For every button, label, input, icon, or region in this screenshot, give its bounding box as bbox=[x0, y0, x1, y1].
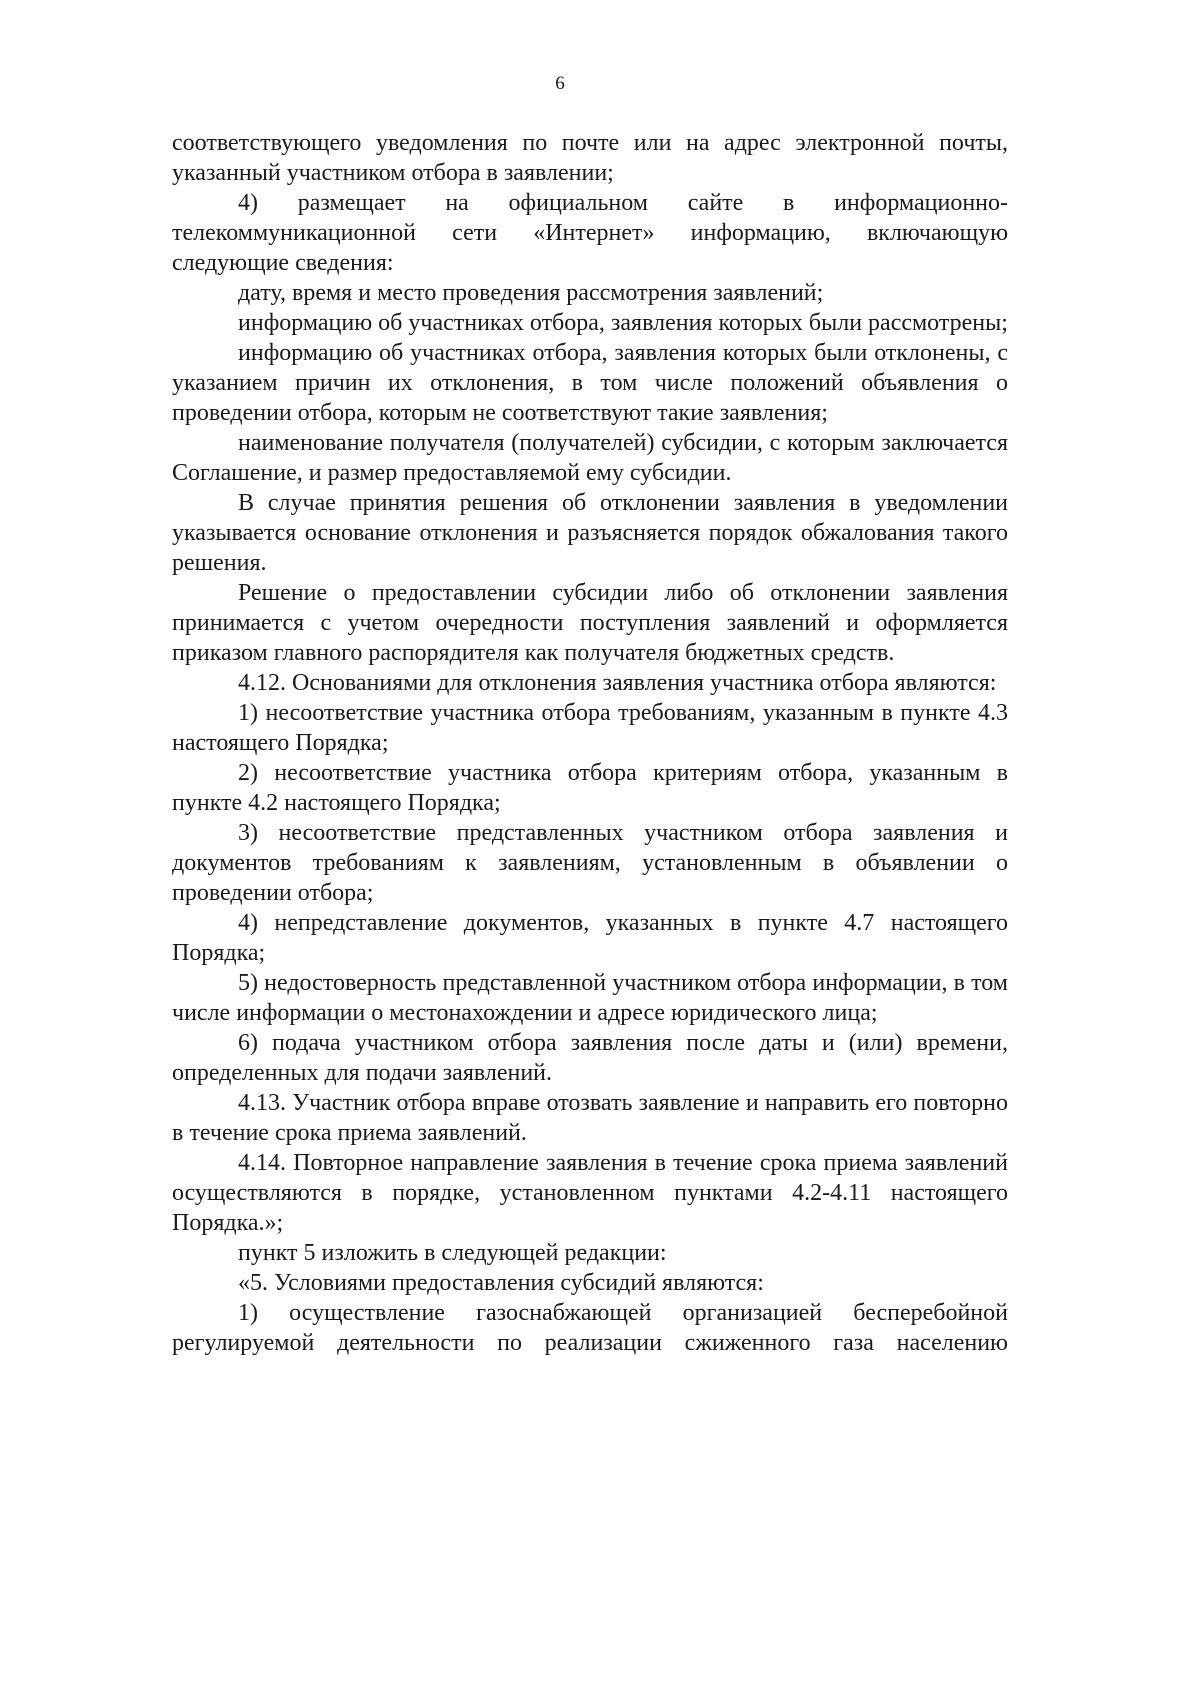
paragraph: «5. Условиями предоставления субсидий являются: bbox=[238, 1270, 764, 1296]
paragraph: дату, время и место проведения рассмотрения заявлений; bbox=[238, 280, 824, 306]
paragraph: информацию об участниках отбора, заявления которых были отклонены, с указанием причин их отклонения, в том числе положений объявления о проведении отбора, которым не соответствуют такие заявления; bbox=[172, 340, 1008, 426]
paragraph: 4.14. Повторное направление заявления в течение срока приема заявлений осуществляются в порядке, установленном пунктами 4.2-4.11 настоящего Порядка.»; bbox=[172, 1150, 1008, 1236]
paragraph: 4.12. Основаниями для отклонения заявления участника отбора являются: bbox=[238, 670, 997, 696]
paragraph: 4) размещает на официальном сайте в информационно-телекоммуникационной сети «Интернет» информацию, включающую следующие сведения: bbox=[172, 190, 1008, 276]
paragraph: наименование получателя (получателей) субсидии, с которым заключается Соглашение, и размер предоставляемой ему субсидии. bbox=[172, 430, 1008, 486]
paragraph: 4.13. Участник отбора вправе отозвать заявление и направить его повторно в течение срока приема заявлений. bbox=[172, 1090, 1008, 1146]
paragraph: 2) несоответствие участника отбора критериям отбора, указанным в пункте 4.2 настоящего Порядка; bbox=[172, 760, 1008, 816]
paragraph: Решение о предоставлении субсидии либо об отклонении заявления принимается с учетом очередности поступления заявлений и оформляется приказом главного распорядителя как получателя бюджетных средств. bbox=[172, 580, 1008, 666]
paragraph: 4) непредставление документов, указанных в пункте 4.7 настоящего Порядка; bbox=[172, 910, 1008, 966]
document-body bbox=[172, 128, 1008, 1358]
paragraph: 3) несоответствие представленных участником отбора заявления и документов требованиям к заявлениям, установленным в объявлении о проведении отбора; bbox=[172, 820, 1008, 906]
paragraph: В случае принятия решения об отклонении заявления в уведомлении указывается основание отклонения и разъясняется порядок обжалования такого решения. bbox=[172, 490, 1008, 576]
paragraph: 6) подача участником отбора заявления после даты и (или) времени, определенных для подачи заявлений. bbox=[172, 1030, 1008, 1086]
paragraph: пункт 5 изложить в следующей редакции: bbox=[238, 1240, 667, 1266]
paragraph: соответствующего уведомления по почте или на адрес электронной почты, указанный участником отбора в заявлении; bbox=[172, 130, 1008, 186]
paragraph: 1) осуществление газоснабжающей организацией бесперебойной регулируемой деятельности по реализации сжиженного газа населению bbox=[172, 1300, 1008, 1356]
paragraph: 1) несоответствие участника отбора требованиям, указанным в пункте 4.3 настоящего Порядка; bbox=[172, 700, 1008, 756]
paragraph: информацию об участниках отбора, заявления которых были рассмотрены; bbox=[238, 310, 1008, 336]
page-number: 6 bbox=[555, 73, 565, 94]
paragraph: 5) недостоверность представленной участником отбора информации, в том числе информации о местонахождении и адресе юридического лица; bbox=[172, 970, 1008, 1026]
